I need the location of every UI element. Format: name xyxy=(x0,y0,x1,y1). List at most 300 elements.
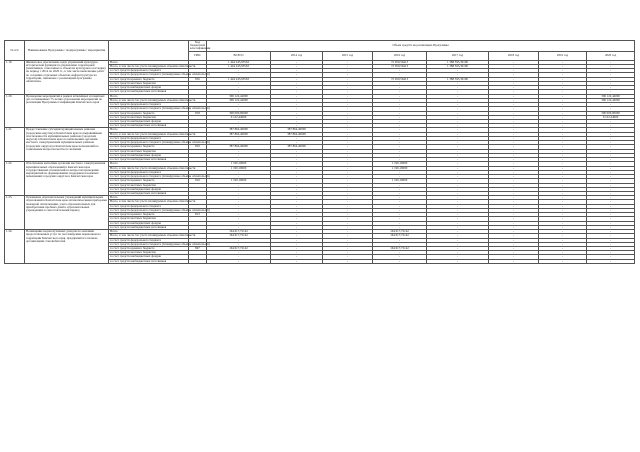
total-cell: - xyxy=(207,136,271,140)
year-cell: - xyxy=(587,103,635,107)
total-cell: - xyxy=(207,213,271,217)
year-cell: - xyxy=(323,128,373,132)
year-cell: - xyxy=(373,136,427,140)
year-cell: - xyxy=(323,103,373,107)
total-cell: 387 864,40000 xyxy=(207,132,271,136)
year-cell: - xyxy=(427,98,489,102)
year-cell: - xyxy=(587,64,635,68)
year-cell: - xyxy=(427,94,489,98)
year-cell: - xyxy=(271,217,323,221)
funding-source-label: за счет средств внебюджетных источников xyxy=(109,259,189,263)
year-cell: - xyxy=(323,115,373,119)
year-cell: - xyxy=(489,60,539,64)
funding-source-label: за счет средств краевого бюджета xyxy=(109,111,189,115)
funding-source-label: за счет средств внебюджетных источников xyxy=(109,158,189,162)
year-cell: - xyxy=(489,255,539,259)
total-cell: - xyxy=(207,225,271,229)
year-cell: - xyxy=(373,115,427,119)
year-cell: - xyxy=(427,170,489,174)
total-cell: 6 122,44000 xyxy=(207,115,271,119)
total-cell: 1 444 245,95563 xyxy=(207,77,271,81)
year-cell: - xyxy=(271,187,323,191)
funding-source-label: за счет средств федерального бюджета xyxy=(109,204,189,208)
year-cell: - xyxy=(539,247,587,251)
year-cell: - xyxy=(539,98,587,102)
year-cell: - xyxy=(489,242,539,246)
year-cell: - xyxy=(539,208,587,212)
year-cell: - xyxy=(271,221,323,225)
year-cell: - xyxy=(373,204,427,208)
year-cell: - xyxy=(271,115,323,119)
table-body xyxy=(5,60,635,263)
year-cell: - xyxy=(323,141,373,145)
year-cell: 1 388 595,39100 xyxy=(427,77,489,81)
year-cell: - xyxy=(323,242,373,246)
funding-source-label: за счет средств местных бюджетов xyxy=(109,251,189,255)
year-cell: - xyxy=(271,124,323,128)
funding-source-label: за счет средств внебюджетных источников xyxy=(109,124,189,128)
year-cell: - xyxy=(539,204,587,208)
section-title: Проведение мероприятий в рамках юбилейных и памятных дат, посвященных 75-летию образования мероприятий по реализации Программы газификации Камчатского края xyxy=(25,94,109,128)
grbs-code: 810 xyxy=(189,145,207,149)
year-cell: - xyxy=(323,136,373,140)
year-cell: - xyxy=(489,124,539,128)
year-cell: - xyxy=(323,145,373,149)
year-cell: - xyxy=(323,255,373,259)
year-cell: - xyxy=(323,259,373,263)
funding-source-label: Всего, в том числе без учета планируемых объемов обязательств xyxy=(110,233,196,238)
year-cell: - xyxy=(427,86,489,90)
total-cell: - xyxy=(207,103,271,107)
year-cell: 1 388 595,39100 xyxy=(427,64,489,68)
year-cell: - xyxy=(539,191,587,195)
year-cell: - xyxy=(539,259,587,263)
funding-source-label: за счет средств краевого бюджета xyxy=(109,145,189,149)
total-cell: - xyxy=(207,217,271,221)
year-cell: - xyxy=(489,162,539,166)
year-cell: - xyxy=(323,175,373,179)
total-cell: - xyxy=(207,221,271,225)
year-cell: - xyxy=(489,221,539,225)
year-cell: - xyxy=(427,234,489,238)
year-cell: - xyxy=(323,107,373,111)
total-cell: - xyxy=(207,208,271,212)
header-year: 2017 год xyxy=(427,51,489,60)
total-cell: - xyxy=(207,149,271,153)
total-cell: - xyxy=(207,242,271,246)
year-cell: - xyxy=(427,175,489,179)
year-cell: - xyxy=(427,259,489,263)
year-cell: - xyxy=(323,187,373,191)
year-cell: - xyxy=(323,60,373,64)
year-cell: - xyxy=(373,141,427,145)
total-cell: - xyxy=(207,187,271,191)
year-cell: - xyxy=(427,149,489,153)
year-cell: - xyxy=(587,145,635,149)
grbs-code: 816 xyxy=(189,179,207,183)
year-cell: - xyxy=(323,230,373,234)
year-cell: - xyxy=(271,191,323,195)
year-cell: - xyxy=(587,141,635,145)
year-cell: 387 864,40000 xyxy=(271,145,323,149)
year-cell: - xyxy=(427,73,489,77)
year-cell: - xyxy=(323,73,373,77)
section-number: 1.21. xyxy=(5,128,25,162)
year-cell: - xyxy=(489,132,539,136)
year-cell: 1 190,19000 xyxy=(373,166,427,170)
year-cell: - xyxy=(323,153,373,157)
section-number: 1.22. xyxy=(5,162,25,196)
year-cell: - xyxy=(489,64,539,68)
year-cell: - xyxy=(427,247,489,251)
year-cell: - xyxy=(271,230,323,234)
total-cell: - xyxy=(207,73,271,77)
year-cell: - xyxy=(271,162,323,166)
year-cell: - xyxy=(587,60,635,64)
year-cell: - xyxy=(373,86,427,90)
year-cell: - xyxy=(373,225,427,229)
year-cell: - xyxy=(427,200,489,204)
year-cell: - xyxy=(539,86,587,90)
total-cell: - xyxy=(207,255,271,259)
funding-source-label: за счет средств местных бюджетов xyxy=(109,183,189,187)
year-cell: - xyxy=(587,69,635,73)
funding-source-label: Всего, в том числе без учета планируемых объемов обязательств xyxy=(110,165,196,170)
year-cell: - xyxy=(587,128,635,132)
year-cell: - xyxy=(489,77,539,81)
year-cell: - xyxy=(489,145,539,149)
year-cell: - xyxy=(539,170,587,174)
year-cell: 387 864,40000 xyxy=(271,132,323,136)
total-cell: 164 617,72142 xyxy=(207,234,271,238)
year-cell: - xyxy=(271,64,323,68)
total-cell: 1 444 245,95563 xyxy=(207,64,271,68)
year-cell: - xyxy=(587,170,635,174)
year-cell: - xyxy=(427,204,489,208)
year-cell: - xyxy=(271,86,323,90)
year-cell: - xyxy=(587,230,635,234)
section-number: 1.19. xyxy=(5,60,25,94)
header-total: ВСЕГО xyxy=(207,51,271,60)
total-cell: - xyxy=(207,158,271,162)
year-cell: - xyxy=(427,69,489,73)
section-title: Возмещение недополученных доходов по оказанию предоставленных услуг по пассажирским перевозкам на территории Камчатского края, предпринятого планом, организациям этнолюбителей xyxy=(25,230,109,264)
year-cell: 1 190,19000 xyxy=(373,162,427,166)
year-cell: - xyxy=(489,73,539,77)
year-cell: - xyxy=(427,145,489,149)
funding-source-label: за счет средств краевого бюджета xyxy=(109,213,189,217)
funding-source-label: за счет средств федерального бюджета (планируемые объемы обязательств) xyxy=(110,207,210,212)
year-cell: - xyxy=(427,183,489,187)
header-year: 2014 год xyxy=(271,51,323,60)
year-cell: - xyxy=(427,225,489,229)
year-cell: - xyxy=(489,141,539,145)
year-cell: - xyxy=(271,200,323,204)
year-cell: - xyxy=(587,175,635,179)
year-cell: - xyxy=(489,196,539,200)
year-cell: - xyxy=(489,183,539,187)
year-cell: - xyxy=(323,98,373,102)
funding-source-label: Всего xyxy=(109,230,189,234)
year-cell: - xyxy=(489,247,539,251)
year-cell: - xyxy=(539,221,587,225)
table-header-row xyxy=(5,41,635,52)
year-cell: - xyxy=(489,119,539,123)
section-title: Оснащение образовательных учреждений муниципальных образований в Камчатском крае автоматическими приборами пожарной сигнализации, учета образовательных для приобретения пробных дней в образовательных учреждениях в самостоятельный период xyxy=(25,196,109,230)
year-cell: - xyxy=(539,153,587,157)
year-cell: - xyxy=(427,217,489,221)
year-cell: - xyxy=(427,255,489,259)
year-cell: - xyxy=(271,158,323,162)
funding-source-label: за счет средств местных бюджетов xyxy=(109,81,189,85)
year-cell: - xyxy=(587,136,635,140)
year-cell: - xyxy=(587,191,635,195)
year-cell: - xyxy=(587,196,635,200)
funding-table xyxy=(4,40,635,264)
funding-source-label: за счет средств федерального бюджета (планируемые объемы обязательств) xyxy=(110,72,210,77)
year-cell: - xyxy=(323,77,373,81)
year-cell: - xyxy=(539,115,587,119)
year-cell: - xyxy=(373,103,427,107)
year-cell: - xyxy=(427,111,489,115)
year-cell: - xyxy=(587,183,635,187)
year-cell: - xyxy=(373,158,427,162)
year-cell: - xyxy=(271,81,323,85)
year-cell: - xyxy=(539,255,587,259)
year-cell: - xyxy=(489,158,539,162)
year-cell: - xyxy=(323,251,373,255)
funding-source-label: за счет средств внебюджетных фондов xyxy=(109,119,189,123)
year-cell: - xyxy=(587,107,635,111)
year-cell: - xyxy=(539,141,587,145)
funding-source-label: за счет средств краевого бюджета xyxy=(109,77,189,81)
year-cell: - xyxy=(373,238,427,242)
funding-source-label: за счет средств федерального бюджета (планируемые объемы обязательств) xyxy=(110,241,210,246)
year-cell: - xyxy=(539,158,587,162)
year-cell: - xyxy=(489,94,539,98)
total-cell: 164 617,72142 xyxy=(207,247,271,251)
year-cell: - xyxy=(587,200,635,204)
year-cell: - xyxy=(489,187,539,191)
year-cell: - xyxy=(373,187,427,191)
year-cell: - xyxy=(427,90,489,94)
funding-source-label: за счет средств внебюджетных источников xyxy=(109,90,189,94)
year-cell: - xyxy=(427,141,489,145)
year-cell: - xyxy=(539,179,587,183)
funding-source-label: за счет средств федерального бюджета xyxy=(109,238,189,242)
year-cell: 72 650,56413 xyxy=(373,60,427,64)
year-cell: - xyxy=(271,238,323,242)
year-cell: - xyxy=(489,179,539,183)
year-cell: - xyxy=(539,60,587,64)
funding-source-label: Всего xyxy=(109,128,189,132)
funding-source-label: за счет средств внебюджетных источников xyxy=(109,225,189,229)
year-cell: - xyxy=(373,98,427,102)
year-cell: - xyxy=(587,162,635,166)
year-cell: - xyxy=(539,242,587,246)
header-source xyxy=(109,41,189,61)
year-cell: - xyxy=(427,132,489,136)
year-cell: - xyxy=(271,60,323,64)
year-cell: - xyxy=(587,73,635,77)
year-cell: 387 864,40000 xyxy=(271,128,323,132)
year-cell: - xyxy=(373,145,427,149)
total-cell: - xyxy=(207,183,271,187)
year-cell: 306 122,44000 xyxy=(587,98,635,102)
year-cell: - xyxy=(427,238,489,242)
year-cell: - xyxy=(427,81,489,85)
funding-source-label: за счет средств краевого бюджета xyxy=(109,247,189,251)
year-cell: - xyxy=(427,196,489,200)
total-cell: 300 000,00000 xyxy=(207,111,271,115)
year-cell: - xyxy=(271,196,323,200)
header-no: № п/п xyxy=(5,41,25,61)
year-cell: - xyxy=(323,69,373,73)
year-cell: - xyxy=(489,191,539,195)
year-cell: - xyxy=(587,217,635,221)
year-cell: - xyxy=(539,111,587,115)
total-cell: - xyxy=(207,259,271,263)
year-cell: - xyxy=(271,98,323,102)
year-cell: 164 617,72142 xyxy=(373,247,427,251)
total-cell: - xyxy=(207,204,271,208)
total-cell: - xyxy=(207,170,271,174)
year-cell: - xyxy=(489,153,539,157)
year-cell: - xyxy=(323,158,373,162)
funding-source-label: за счет средств внебюджетных фондов xyxy=(109,255,189,259)
funding-source-label: за счет средств федерального бюджета xyxy=(109,136,189,140)
total-cell: - xyxy=(207,141,271,145)
year-cell: - xyxy=(489,213,539,217)
year-cell: - xyxy=(489,107,539,111)
year-cell: - xyxy=(271,103,323,107)
year-cell: - xyxy=(373,251,427,255)
year-cell: - xyxy=(271,77,323,81)
year-cell: - xyxy=(323,170,373,174)
header-year: 2016 год xyxy=(373,51,427,60)
section-title: Обеспечение жителями органами местного самоуправления муниципальных образований в Камчатском крае государственных полномочий по вопросам проведения мероприятий по формированию поддержки в нежилых помещениях городских округов в Камчатском крае xyxy=(25,162,109,196)
year-cell: - xyxy=(373,149,427,153)
funding-source-label: за счет средств местных бюджетов xyxy=(109,149,189,153)
year-cell: - xyxy=(489,225,539,229)
year-cell: - xyxy=(587,119,635,123)
year-cell: - xyxy=(373,196,427,200)
year-cell: - xyxy=(539,90,587,94)
year-cell: - xyxy=(539,183,587,187)
funding-source-label: за счет средств федерального бюджета (планируемые объемы обязательств) xyxy=(110,174,210,179)
year-cell: - xyxy=(489,251,539,255)
funding-source-label: за счет средств внебюджетных фондов xyxy=(109,187,189,191)
year-cell: - xyxy=(271,136,323,140)
year-cell: - xyxy=(373,128,427,132)
funding-source-label: Всего xyxy=(109,196,189,200)
year-cell: - xyxy=(587,86,635,90)
total-cell: - xyxy=(207,81,271,85)
year-cell: - xyxy=(373,153,427,157)
section-number: 1.23. xyxy=(5,196,25,230)
year-cell: - xyxy=(323,225,373,229)
year-cell: - xyxy=(323,191,373,195)
year-cell: - xyxy=(489,166,539,170)
header-budget-code: Код бюджетной классификации xyxy=(190,40,211,51)
header-year: 2015 год xyxy=(323,51,373,60)
year-cell: - xyxy=(271,259,323,263)
total-cell: 306 122,44000 xyxy=(207,98,271,102)
total-cell: - xyxy=(207,107,271,111)
year-cell: - xyxy=(323,111,373,115)
year-cell: - xyxy=(323,238,373,242)
year-cell: - xyxy=(587,204,635,208)
year-cell: - xyxy=(427,119,489,123)
total-cell: - xyxy=(207,119,271,123)
year-cell: - xyxy=(427,213,489,217)
section-title: Предоставление субсидий муниципальным районам (городским округам) в Камчатском крае на выравнивание обеспеченности муниципальных районов (городских округов) в Камчатском крае по выполнению органами местного самоуправления муниципальных районов (городских округов) в Камчатском крае полномочий по социальным вопросам местного значения xyxy=(25,128,109,162)
year-cell: - xyxy=(271,141,323,145)
year-cell: - xyxy=(489,230,539,234)
year-cell: - xyxy=(427,136,489,140)
year-cell: - xyxy=(427,128,489,132)
funding-source-label: за счет средств федерального бюджета (планируемые объемы обязательств) xyxy=(110,106,210,111)
year-cell: - xyxy=(427,162,489,166)
year-cell: - xyxy=(271,183,323,187)
year-cell: - xyxy=(271,111,323,115)
funding-source-label: Всего xyxy=(109,94,189,98)
year-cell: - xyxy=(373,107,427,111)
year-cell: - xyxy=(323,200,373,204)
year-cell: 6 122,44000 xyxy=(587,115,635,119)
year-cell: - xyxy=(323,179,373,183)
total-cell: - xyxy=(207,196,271,200)
total-cell: - xyxy=(207,69,271,73)
year-cell: - xyxy=(489,69,539,73)
year-cell: - xyxy=(587,77,635,81)
year-cell: 1 190,19000 xyxy=(373,179,427,183)
year-cell: - xyxy=(587,259,635,263)
year-cell: - xyxy=(271,204,323,208)
year-cell: - xyxy=(587,225,635,229)
year-cell: - xyxy=(373,259,427,263)
year-cell: - xyxy=(427,115,489,119)
total-cell: - xyxy=(207,153,271,157)
year-cell: - xyxy=(587,247,635,251)
year-cell: - xyxy=(323,234,373,238)
year-cell: - xyxy=(271,170,323,174)
year-cell: - xyxy=(539,234,587,238)
funding-source-label: за счет средств федерального бюджета xyxy=(109,103,189,107)
year-cell: - xyxy=(323,208,373,212)
year-cell: - xyxy=(489,90,539,94)
year-cell: - xyxy=(489,103,539,107)
funding-source-label: за счет средств федерального бюджета xyxy=(109,170,189,174)
year-cell: - xyxy=(373,200,427,204)
year-cell: - xyxy=(323,132,373,136)
total-cell: - xyxy=(207,191,271,195)
year-cell: - xyxy=(587,132,635,136)
grbs-code: 847 xyxy=(189,247,207,251)
year-cell: - xyxy=(373,81,427,85)
year-cell: - xyxy=(489,81,539,85)
funding-source-label: Всего xyxy=(109,60,189,64)
total-cell: - xyxy=(207,200,271,204)
year-cell: - xyxy=(373,73,427,77)
year-cell: - xyxy=(587,158,635,162)
funding-source-label: за счет средств внебюджетных источников xyxy=(109,191,189,195)
year-cell: - xyxy=(373,242,427,246)
year-cell: - xyxy=(539,187,587,191)
year-cell: - xyxy=(323,221,373,225)
year-cell: - xyxy=(539,81,587,85)
year-cell: - xyxy=(323,196,373,200)
